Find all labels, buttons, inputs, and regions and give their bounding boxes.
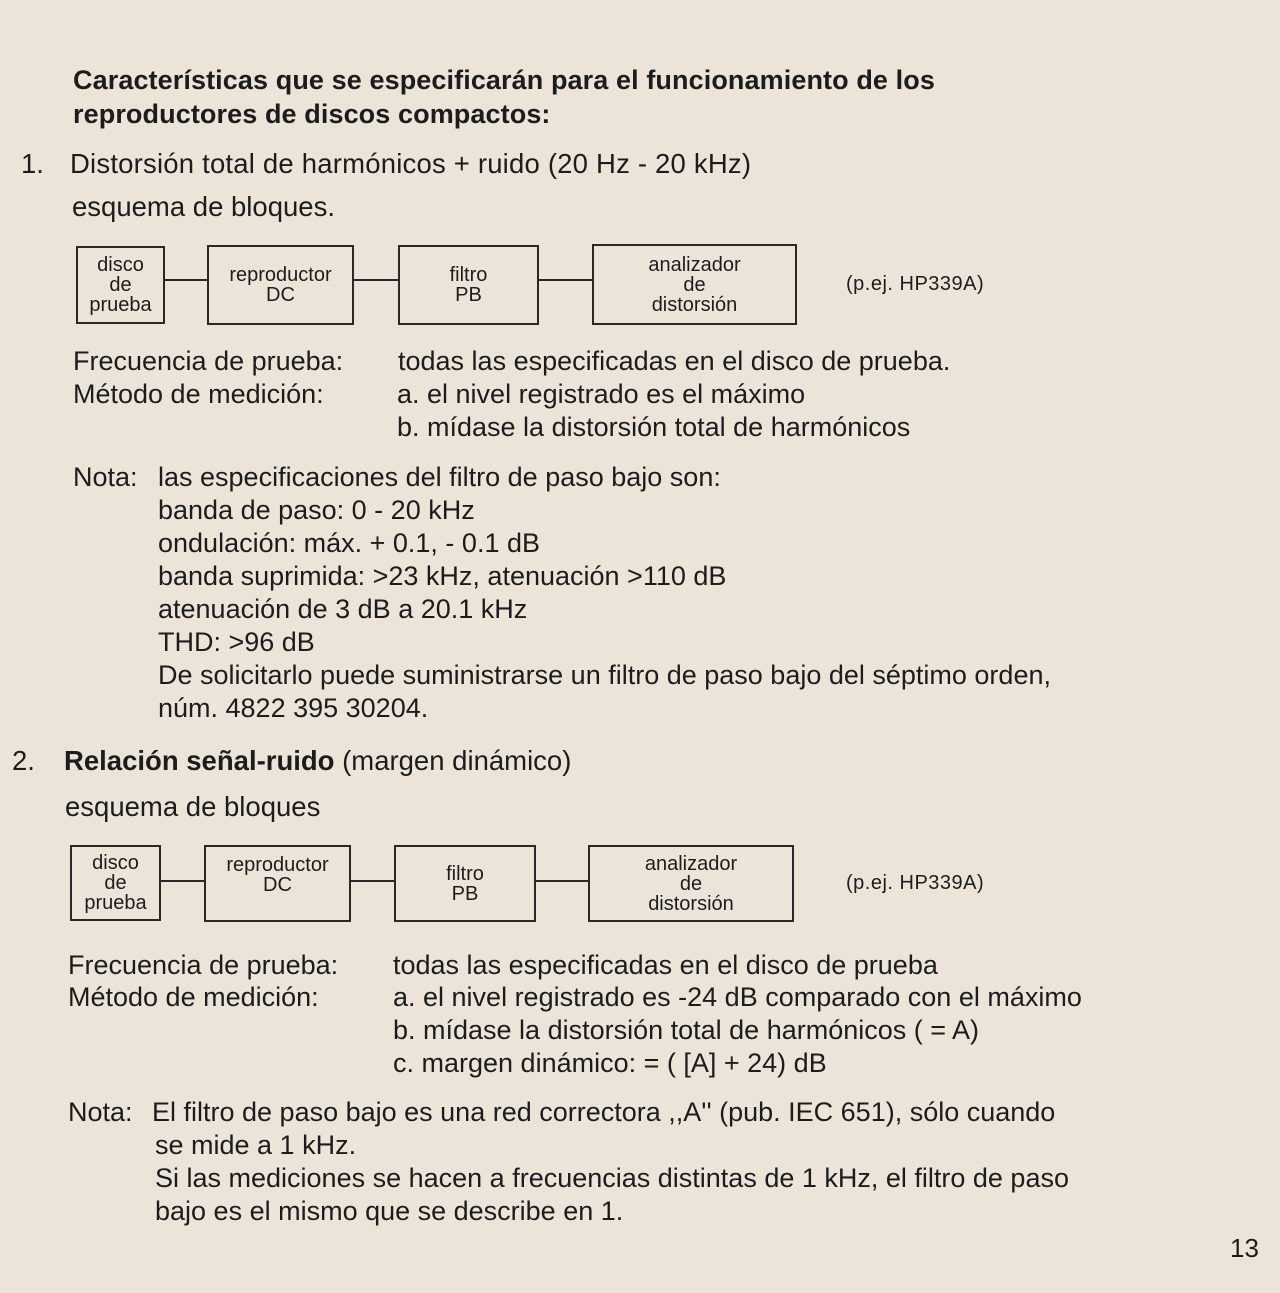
note-line: Si las mediciones se hacen a frecuencias distintas de 1 kHz, el filtro de paso — [155, 1163, 1069, 1193]
test-frequency-label: Frecuencia de prueba: — [68, 950, 339, 980]
block-label-line: analizador — [648, 253, 741, 276]
block-label-line: disco — [97, 254, 144, 276]
method-item: b. mídase la distorsión total de harmónicos — [397, 412, 911, 442]
note-line: núm. 4822 395 30204. — [158, 693, 429, 723]
section-1-title: Distorsión total de harmónicos + ruido (20 Hz - 20 kHz) — [70, 148, 752, 179]
block-label-line: filtro — [446, 862, 484, 885]
method-item: b. mídase la distorsión total de harmónicos ( = A) — [393, 1015, 980, 1045]
method-item: c. margen dinámico: = ( [A] + 24) dB — [393, 1048, 827, 1078]
block-lowpass-filter — [394, 845, 536, 922]
block-cd-player — [204, 845, 351, 922]
section-2-title-rest: (margen dinámico) — [342, 745, 572, 776]
connector-line — [351, 880, 395, 882]
note-label: Nota: — [73, 462, 138, 492]
block-label-line: DC — [266, 284, 295, 306]
block-label-line: prueba — [89, 294, 152, 316]
block-label-line: reproductor — [229, 264, 332, 286]
test-frequency-label: Frecuencia de prueba: — [73, 346, 344, 376]
heading-line-1: Características que se especificarán para el funcionamiento de los — [73, 65, 935, 95]
block-label-line: PB — [455, 284, 482, 306]
section-2-subtitle: esquema de bloques — [65, 791, 321, 822]
block-label-line: PB — [451, 882, 479, 905]
note-line: ondulación: máx. + 0.1, - 0.1 dB — [158, 528, 540, 558]
section-2-title — [64, 744, 571, 777]
block-distortion-analyzer — [588, 845, 794, 922]
note-label: Nota: — [68, 1097, 133, 1127]
method-item: a. el nivel registrado es el máximo — [397, 379, 806, 409]
block-distortion-analyzer — [592, 244, 797, 325]
connector-line — [354, 279, 399, 281]
block-label-line: distorsión — [651, 293, 738, 316]
note-line: banda suprimida: >23 kHz, atenuación >110 dB — [158, 561, 727, 591]
section-2-title-bold: Relación señal-ruido — [64, 745, 335, 776]
measurement-method-label: Método de medición: — [73, 379, 324, 409]
block-label-line: distorsión — [648, 892, 734, 915]
note-line: THD: >96 dB — [158, 627, 315, 657]
note-line: banda de paso: 0 - 20 kHz — [158, 495, 475, 525]
section-1-number: 1. — [21, 148, 44, 179]
measurement-method-label: Método de medición: — [68, 982, 319, 1012]
block-label-line: reproductor — [226, 853, 329, 876]
note-line: se mide a 1 kHz. — [155, 1130, 357, 1160]
block-lowpass-filter — [398, 245, 539, 325]
block-cd-player — [207, 245, 354, 325]
example-instrument: (p.ej. HP339A) — [846, 872, 985, 894]
connector-line — [539, 279, 593, 281]
block-label-line: filtro — [449, 264, 488, 286]
test-frequency-value: todas las especificadas en el disco de prueba. — [398, 346, 951, 376]
block-test-disc — [70, 845, 161, 921]
block-label-line: prueba — [84, 892, 147, 914]
section-2-number: 2. — [12, 745, 35, 776]
block-label-line: DC — [263, 873, 292, 896]
note-line: las especificaciones del filtro de paso bajo son: — [158, 462, 721, 492]
page-number: 13 — [1230, 1233, 1259, 1263]
heading-line-2: reproductores de discos compactos: — [73, 99, 551, 129]
block-label-line: de — [109, 274, 132, 296]
section-1-subtitle: esquema de bloques. — [72, 191, 335, 222]
connector-line — [165, 279, 208, 281]
test-frequency-value: todas las especificadas en el disco de prueba — [393, 950, 938, 980]
block-label-line: de — [679, 872, 703, 895]
block-test-disc — [76, 246, 165, 324]
block-label-line: de — [104, 872, 127, 894]
block-label-line: disco — [92, 852, 139, 874]
block-label-line: analizador — [644, 852, 738, 875]
connector-line — [161, 880, 205, 882]
example-instrument: (p.ej. HP339A) — [846, 273, 985, 295]
note-line: atenuación de 3 dB a 20.1 kHz — [158, 594, 528, 624]
connector-line — [536, 880, 589, 882]
note-line: De solicitarlo puede suministrarse un filtro de paso bajo del séptimo orden, — [158, 660, 1051, 690]
note-line: bajo es el mismo que se describe en 1. — [155, 1196, 624, 1226]
block-label-line: de — [683, 273, 706, 296]
note-line: El filtro de paso bajo es una red correctora ,,A'' (pub. IEC 651), sólo cuando — [152, 1097, 1056, 1127]
method-item: a. el nivel registrado es -24 dB comparado con el máximo — [393, 982, 1082, 1012]
